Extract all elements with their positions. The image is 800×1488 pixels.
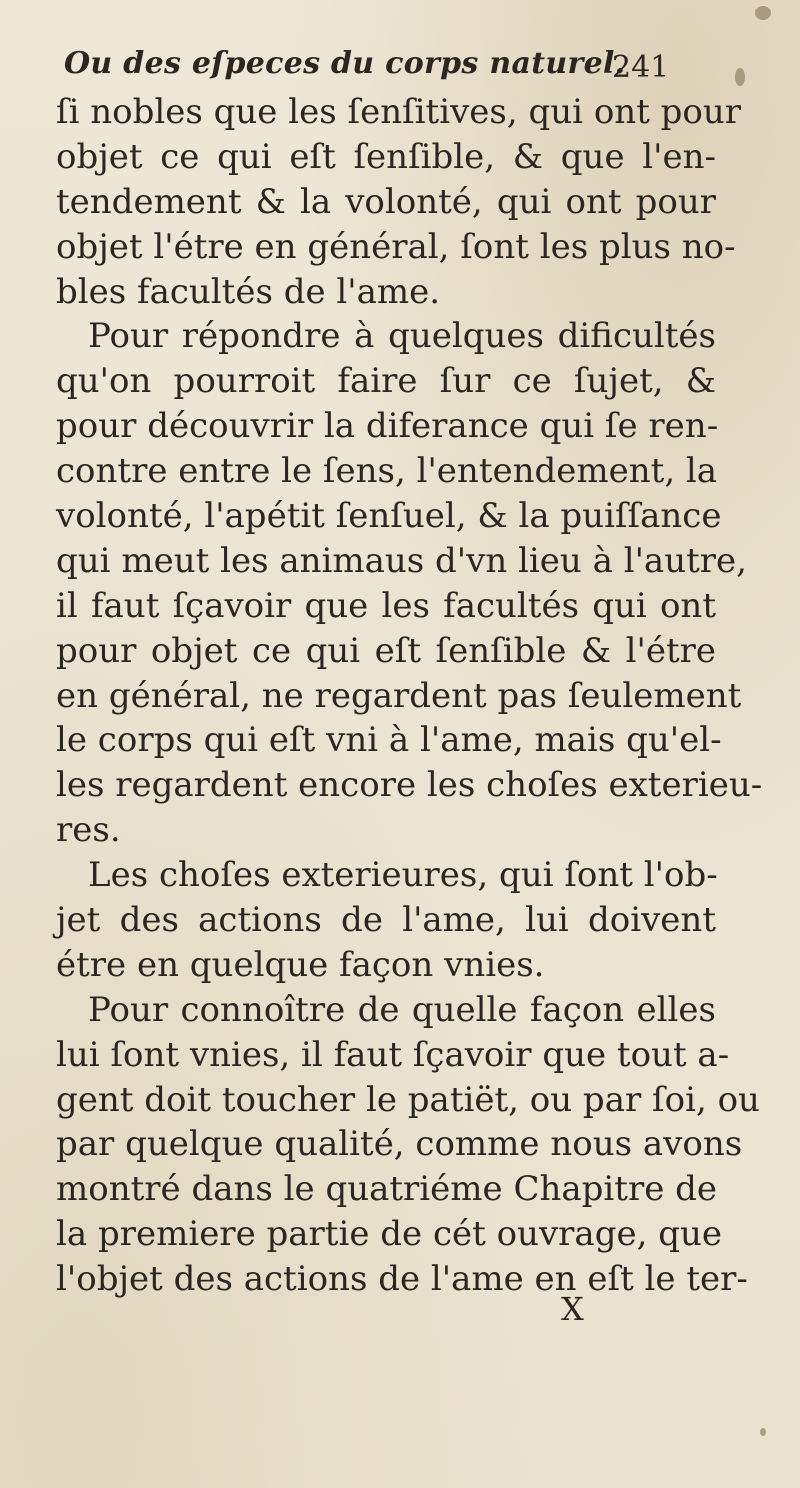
text-line: res.: [56, 810, 121, 851]
text-line: qui meut les animaus d'vn lieu à l'autre,: [56, 540, 747, 581]
text-line: lui ſont vnies, il faut ſçavoir que tout a-: [56, 1034, 730, 1075]
text-line: en général, ne regardent pas ſeulement: [56, 675, 742, 716]
text-line: gent doit toucher le patiët, ou par ſoi, ou: [56, 1079, 760, 1120]
page-header: [0, 42, 800, 92]
ink-stain: [755, 6, 771, 20]
text-line: Pour connoître de quelle façon elles: [88, 989, 716, 1030]
text-line: qu'on pourroit faire ſur ce ſujet, &: [56, 361, 716, 402]
text-line: objet l'étre en général, ſont les plus no-: [56, 226, 736, 267]
text-line: la premiere partie de cét ouvrage, que: [56, 1214, 722, 1255]
text-line: étre en quelque façon vnies.: [56, 944, 545, 985]
text-line: jet des actions de l'ame, lui doivent: [56, 900, 716, 941]
text-line: montré dans le quatriéme Chapitre de: [56, 1169, 718, 1210]
text-line: tendement & la volonté, qui ont pour: [56, 181, 716, 222]
text-line: contre entre le ſens, l'entendement, la: [56, 451, 718, 492]
text-line: pour découvrir la diferance qui ſe ren-: [56, 406, 719, 447]
text-line: objet ce qui eſt ſenſible, & que l'en-: [56, 136, 716, 177]
text-line: l'objet des actions de l'ame en eſt le ter-: [56, 1259, 748, 1300]
text-line: bles facultés de l'ame.: [56, 271, 441, 312]
text-line: le corps qui eſt vni à l'ame, mais qu'el-: [56, 720, 722, 761]
text-line: ſi nobles que les ſenſitives, qui ont pour: [56, 92, 742, 132]
text-line: les regardent encore les choſes exterieu-: [56, 765, 763, 806]
text-line: pour objet ce qui eſt ſenſible & l'étre: [56, 630, 716, 671]
text-line: Pour répondre à quelques dificultés: [88, 316, 716, 357]
page-number: 241: [612, 50, 670, 85]
ink-stain: [760, 1428, 766, 1436]
text-line: il faut ſçavoir que les facultés qui ont: [56, 585, 716, 626]
text-line: volonté, l'apétit ſenſuel, & la puiſſance: [56, 496, 722, 537]
text-line: par quelque qualité, comme nous avons: [56, 1124, 743, 1165]
body-text: [56, 90, 763, 1302]
running-head: Ou des eſpeces du corps naturel.: [64, 46, 626, 81]
signature-mark: X: [561, 1290, 584, 1328]
text-line: Les choſes exterieures, qui ſont l'ob-: [88, 855, 718, 896]
